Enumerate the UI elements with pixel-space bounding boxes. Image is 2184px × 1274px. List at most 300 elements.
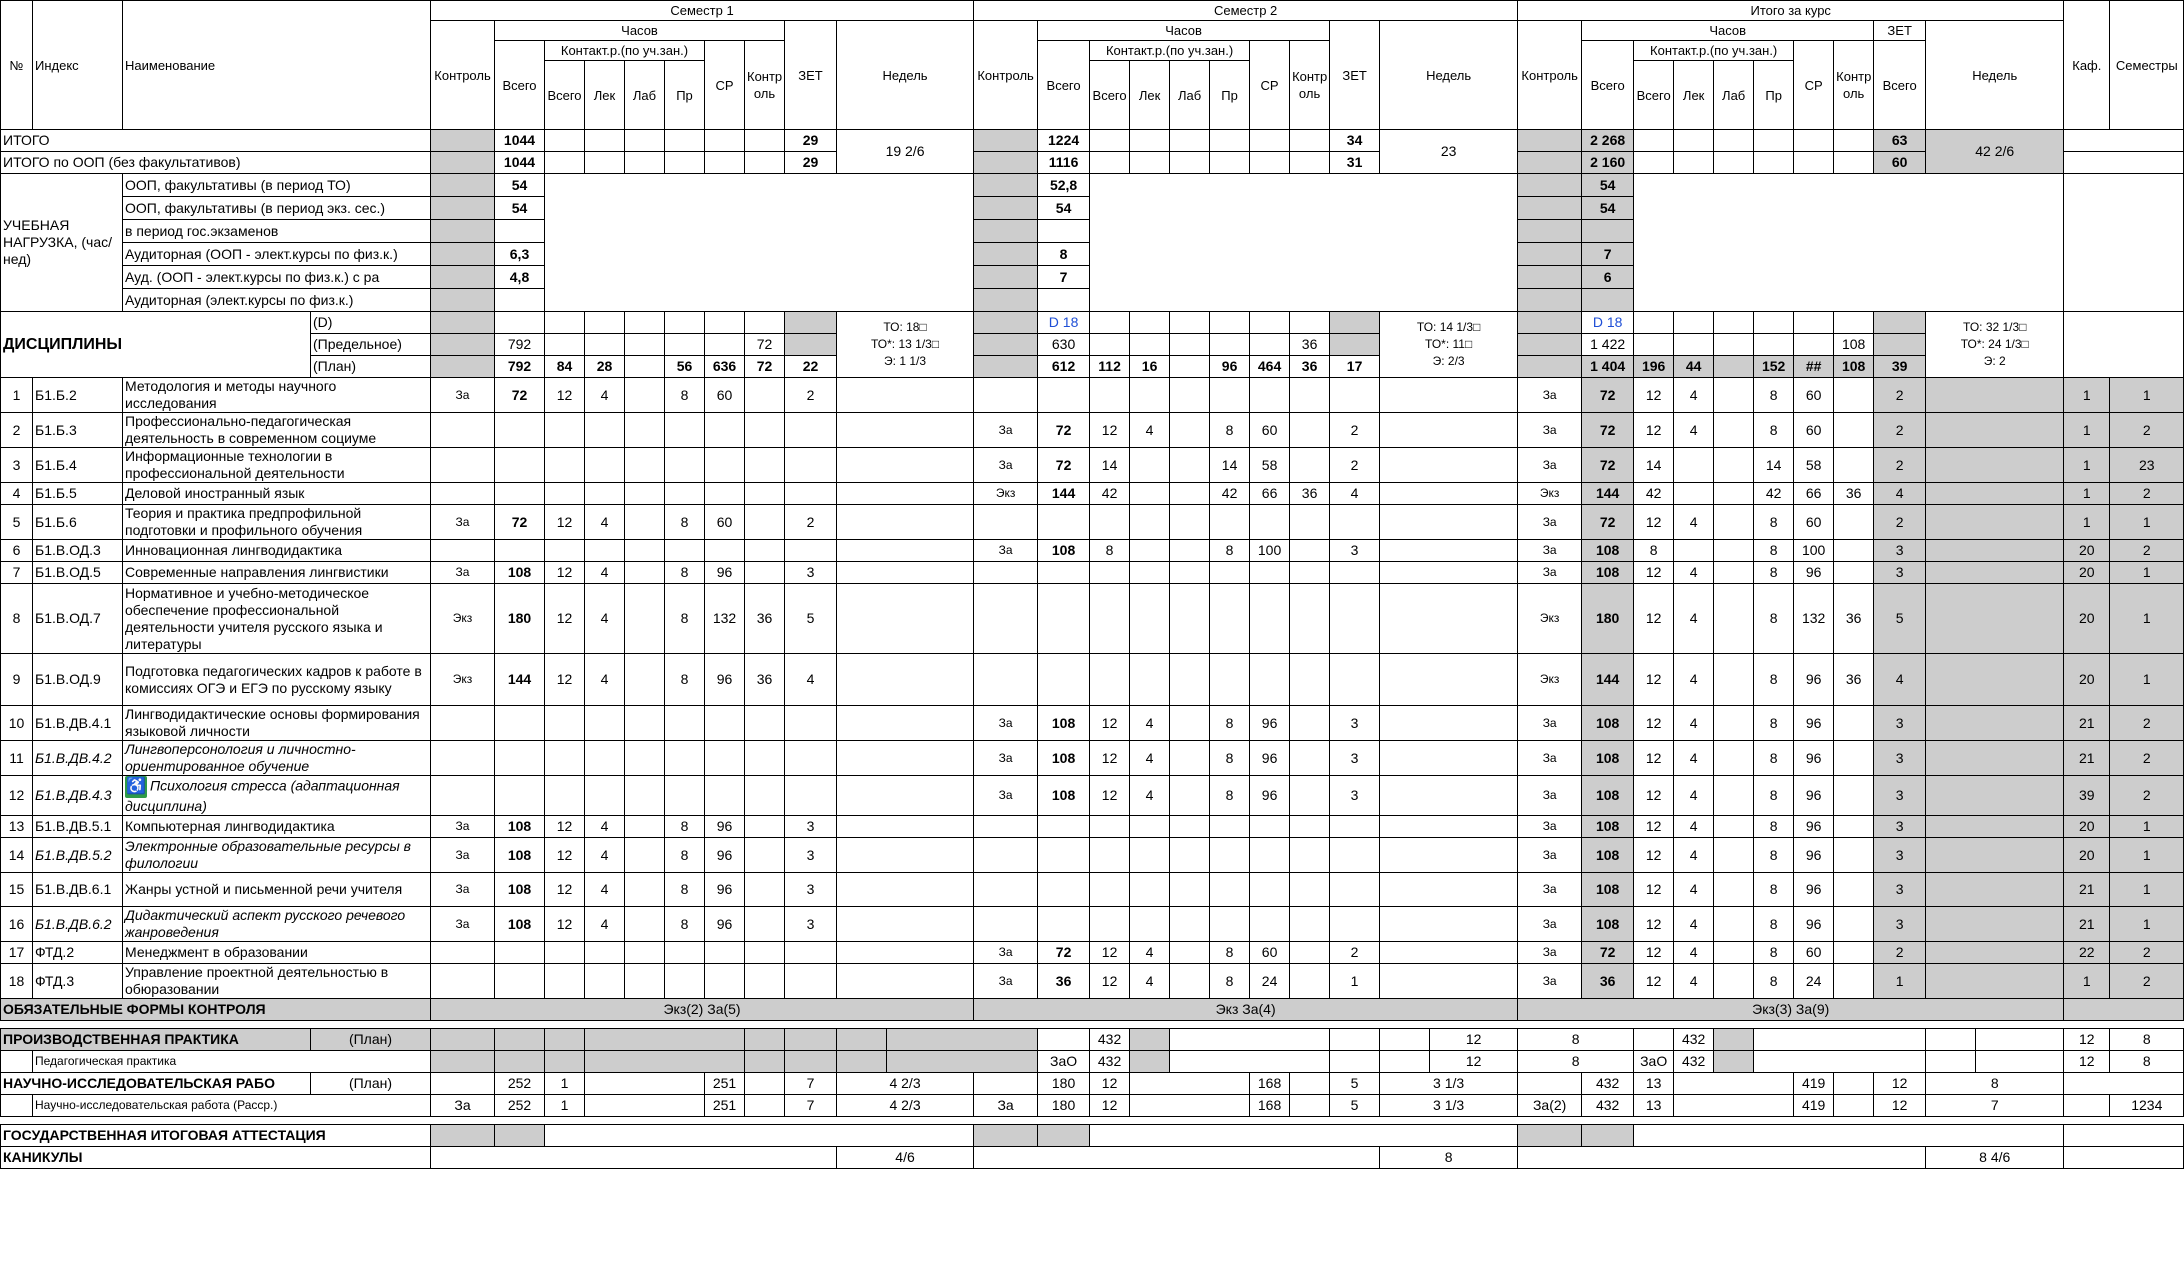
cell-224 xyxy=(1674,1095,1794,1117)
row-t-value: 4 xyxy=(1674,942,1714,964)
t-weeks: Недель xyxy=(1926,21,2064,130)
cell-81 xyxy=(1290,312,1330,334)
row-s2-value xyxy=(1330,907,1380,942)
row-t-value: 60 xyxy=(1794,942,1834,964)
row-t-value xyxy=(1834,562,1874,584)
nir-all: 180 xyxy=(1038,1073,1090,1095)
row-t-value: 12 xyxy=(1634,654,1674,706)
row-s2-value xyxy=(1038,562,1090,584)
row-s1-value xyxy=(785,448,837,483)
row-s1-value xyxy=(665,540,705,562)
row-t-value: 12 xyxy=(1634,942,1674,964)
row-s1-value xyxy=(665,483,705,505)
plan-s1-value: 636 xyxy=(705,356,745,378)
row-t-value xyxy=(1714,654,1754,706)
cell-130 xyxy=(1926,505,2064,540)
row-kaf: 20 xyxy=(2064,654,2110,706)
itogo-s2-weeks: 23 xyxy=(1380,130,1518,174)
row-t-value xyxy=(1674,483,1714,505)
cell-103 xyxy=(1210,334,1250,356)
row-s2-value xyxy=(1290,873,1330,907)
row-t-value: 12 xyxy=(1634,873,1674,907)
row-t-value: 24 xyxy=(1794,964,1834,999)
cell-48 xyxy=(1518,174,1582,197)
row-t-value: 4 xyxy=(1674,873,1714,907)
itogo-t-zet: 63 xyxy=(1874,130,1926,152)
cell-225 xyxy=(1834,1095,1874,1117)
row-s1-value: 108 xyxy=(495,562,545,584)
cell-117 xyxy=(1380,378,1518,413)
row-s2-value: 4 xyxy=(1130,964,1170,999)
cell-113 xyxy=(431,356,495,378)
row-s2-value xyxy=(1130,816,1170,838)
practice-s2-all: 432 xyxy=(1090,1029,1130,1051)
row-s1-value xyxy=(705,540,745,562)
row-name-text: Электронные образовательные ресурсы в филологии xyxy=(125,838,411,871)
cell-0 xyxy=(431,130,495,152)
cell-185 xyxy=(1634,1029,1674,1051)
row-s1-value xyxy=(625,741,665,776)
vacations-s2: 8 xyxy=(1380,1147,1518,1169)
cell-26 xyxy=(665,152,705,174)
plan-s1-value: 28 xyxy=(585,356,625,378)
pedpractice-s2-ctrl: ЗаО xyxy=(1038,1051,1090,1073)
cell-154 xyxy=(1926,816,2064,838)
plan-s1-value: 84 xyxy=(545,356,585,378)
row-s1-value xyxy=(585,413,625,448)
row-name xyxy=(123,448,431,483)
cell-29 xyxy=(974,152,1038,174)
row-t-value xyxy=(1714,413,1754,448)
t-sr: СР xyxy=(1794,41,1834,130)
row-t-value: 2 xyxy=(1874,505,1926,540)
row-t-value: 8 xyxy=(1754,907,1794,942)
row-s2-value xyxy=(974,816,1038,838)
row-s2-value: За xyxy=(974,448,1038,483)
load-s1-value xyxy=(495,289,545,312)
load-t-value: 7 xyxy=(1582,243,1634,266)
row-s1-value: За xyxy=(431,816,495,838)
row-t-value: 8 xyxy=(1754,413,1794,448)
cell-52 xyxy=(974,197,1038,220)
load-row-label: Аудиторная (ООП - элект.курсы по физ.к.) xyxy=(123,243,431,266)
row-s1-value xyxy=(705,706,745,741)
row-t-value xyxy=(1714,741,1754,776)
row-name-text: Подготовка педагогических кадров к работе в комиссиях ОГЭ и ЕГЭ по русскому языку xyxy=(125,662,422,696)
disc-weeks-line: ТО: 32 1/3□ xyxy=(1963,320,2027,334)
row-s1-value: 4 xyxy=(785,654,837,706)
research-label: НАУЧНО-ИССЛЕДОВАТЕЛЬСКАЯ РАБО xyxy=(1,1073,311,1095)
disc-weeks-line: ТО: 18□ xyxy=(883,320,927,334)
row-s1-value xyxy=(665,448,705,483)
forms-s1: Экз(2) За(5) xyxy=(431,999,974,1021)
row-t-value: 4 xyxy=(1674,964,1714,999)
row-s1-value xyxy=(745,942,785,964)
row-s1-value xyxy=(625,505,665,540)
row-s1-value: 3 xyxy=(785,838,837,873)
row-name-text: Компьютерная лингводидактика xyxy=(125,818,335,834)
row-s2-value xyxy=(1090,562,1130,584)
cell-4 xyxy=(665,130,705,152)
cell-179 xyxy=(887,1029,1038,1051)
pedpractice-s2-weeks: 8 xyxy=(1518,1051,1634,1073)
row-index: Б1.Б.3 xyxy=(33,413,123,448)
row-number: 2 xyxy=(1,413,33,448)
row-s1-value: За xyxy=(431,873,495,907)
row-s2-value: 12 xyxy=(1090,776,1130,816)
cell-21 xyxy=(2064,130,2184,152)
row-s2-value: 144 xyxy=(1038,483,1090,505)
row-s1-value xyxy=(745,816,785,838)
row-kaf: 39 xyxy=(2064,776,2110,816)
row-s2-value xyxy=(974,838,1038,873)
row-t-value: 12 xyxy=(1634,562,1674,584)
cell-36 xyxy=(1518,152,1582,174)
cell-195 xyxy=(585,1051,745,1073)
cell-240 xyxy=(1518,1147,1926,1169)
row-t-value: 12 xyxy=(1634,378,1674,413)
plan-s2-value: 36 xyxy=(1290,356,1330,378)
nir-zet: 5 xyxy=(1330,1073,1380,1095)
row-s2-value xyxy=(1090,907,1130,942)
row-number: 7 xyxy=(1,562,33,584)
row-s2-value: 8 xyxy=(1210,706,1250,741)
plan-s2-value: 612 xyxy=(1038,356,1090,378)
oop-t-all: 2 160 xyxy=(1582,152,1634,174)
cell-97 xyxy=(705,334,745,356)
row-s1-value: 3 xyxy=(785,562,837,584)
col-name: Наименование xyxy=(123,1,431,130)
cell-33 xyxy=(1210,152,1250,174)
cell-143 xyxy=(837,706,974,741)
row-s2-value xyxy=(974,584,1038,654)
cell-6 xyxy=(745,130,785,152)
row-t-value xyxy=(1714,378,1754,413)
row-s2-value: 72 xyxy=(1038,413,1090,448)
cell-142 xyxy=(1926,654,2064,706)
cell-38 xyxy=(1674,152,1714,174)
row-s2-value xyxy=(974,654,1038,706)
cell-230 xyxy=(545,1125,974,1147)
row-sem: 1 xyxy=(2110,584,2184,654)
cell-172 xyxy=(431,1029,495,1051)
nir-contact: 13 xyxy=(1634,1095,1674,1117)
row-t-value xyxy=(1834,816,1874,838)
itogo-t-weeks: 42 2/6 xyxy=(1926,130,2064,174)
row-s2-value xyxy=(1250,838,1290,873)
row-s2-value xyxy=(1090,838,1130,873)
row-s2-value: За xyxy=(974,540,1038,562)
row-s2-value xyxy=(1330,505,1380,540)
itogo-oop-label: ИТОГО по ООП (без факультативов) xyxy=(1,152,431,174)
row-t-value: 144 xyxy=(1582,483,1634,505)
t-all: Всего xyxy=(1582,41,1634,130)
cell-72 xyxy=(705,312,745,334)
row-index: Б1.В.ОД.9 xyxy=(33,654,123,706)
row-index: Б1.В.ОД.7 xyxy=(33,584,123,654)
row-t-value: За xyxy=(1518,448,1582,483)
row-s2-value: За xyxy=(974,776,1038,816)
cell-83 xyxy=(1518,312,1582,334)
row-s2-value xyxy=(1038,654,1090,706)
row-s2-value: За xyxy=(974,942,1038,964)
row-t-value xyxy=(1714,964,1754,999)
row-s2-value: 100 xyxy=(1250,540,1290,562)
row-name xyxy=(123,584,431,654)
cell-61 xyxy=(974,266,1038,289)
row-t-value: 96 xyxy=(1794,816,1834,838)
accessibility-icon: ♿ xyxy=(125,776,147,798)
row-name xyxy=(123,413,431,448)
cell-65 xyxy=(1518,289,1582,312)
cell-236 xyxy=(1634,1125,2064,1147)
cell-76 xyxy=(1090,312,1130,334)
row-t-value: 5 xyxy=(1874,584,1926,654)
row-s2-value xyxy=(1210,907,1250,942)
cell-228 xyxy=(431,1125,495,1147)
row-s2-value xyxy=(1210,654,1250,706)
row-t-value: 42 xyxy=(1754,483,1794,505)
cell-86 xyxy=(1714,312,1754,334)
row-s1-value xyxy=(495,706,545,741)
row-kaf: 20 xyxy=(2064,562,2110,584)
nir-all: 180 xyxy=(1038,1095,1090,1117)
row-t-value xyxy=(1714,562,1754,584)
row-s2-value xyxy=(1330,838,1380,873)
cell-35 xyxy=(1290,152,1330,174)
load-s1-value: 54 xyxy=(495,174,545,197)
row-s1-value: 2 xyxy=(785,378,837,413)
cell-106 xyxy=(1518,334,1582,356)
row-t-value xyxy=(1834,907,1874,942)
cell-145 xyxy=(1926,706,2064,741)
row-s2-value xyxy=(1290,964,1330,999)
pred-t-all: 1 422 xyxy=(1582,334,1634,356)
row-index: Б1.В.ДВ.6.2 xyxy=(33,907,123,942)
row-s1-value: 108 xyxy=(495,838,545,873)
cell-75 xyxy=(974,312,1038,334)
row-s2-value: 4 xyxy=(1330,483,1380,505)
row-t-value xyxy=(1714,540,1754,562)
row-s1-value: 8 xyxy=(665,505,705,540)
row-s1-value xyxy=(545,706,585,741)
load-t-value: 54 xyxy=(1582,174,1634,197)
disc-pred-label: (Предельное) xyxy=(311,334,431,356)
cell-49 xyxy=(1634,174,2064,312)
row-s2-value xyxy=(974,873,1038,907)
itogo-label: ИТОГО xyxy=(1,130,431,152)
row-s2-value: 42 xyxy=(1210,483,1250,505)
nir-weeks: 3 1/3 xyxy=(1380,1095,1518,1117)
row-s2-value: 108 xyxy=(1038,540,1090,562)
row-s1-value: 72 xyxy=(495,378,545,413)
row-s1-value xyxy=(705,741,745,776)
pred-s1-kontr: 72 xyxy=(745,334,785,356)
row-s1-value xyxy=(625,776,665,816)
cell-12 xyxy=(1250,130,1290,152)
row-s1-value: 108 xyxy=(495,816,545,838)
row-s1-value: 8 xyxy=(665,654,705,706)
row-name-text: Психология стресса (адаптационная дисциплина) xyxy=(125,777,400,814)
itogo-s1-weeks: 19 2/6 xyxy=(837,130,974,174)
row-t-value xyxy=(1834,964,1874,999)
row-s1-value xyxy=(495,483,545,505)
cell-111 xyxy=(1794,334,1834,356)
row-t-value: 66 xyxy=(1794,483,1834,505)
cell-80 xyxy=(1250,312,1290,334)
s2-contact: Контакт.р.(по уч.зан.) xyxy=(1090,41,1250,61)
row-s1-value xyxy=(585,942,625,964)
itogo-t-all: 2 268 xyxy=(1582,130,1634,152)
cell-197 xyxy=(785,1051,837,1073)
load-s2-value xyxy=(1038,220,1090,243)
forms-t: Экз(3) За(9) xyxy=(1518,999,2064,1021)
row-number: 6 xyxy=(1,540,33,562)
row-t-value: 4 xyxy=(1674,706,1714,741)
cell-157 xyxy=(1926,838,2064,873)
cell-193 xyxy=(495,1051,545,1073)
row-s2-value xyxy=(1170,907,1210,942)
cell-88 xyxy=(1794,312,1834,334)
row-s1-value: 3 xyxy=(785,873,837,907)
row-sem: 2 xyxy=(2110,483,2184,505)
row-name xyxy=(123,483,431,505)
cell-127 xyxy=(1926,483,2064,505)
cell-168 xyxy=(1380,964,1518,999)
row-kaf: 1 xyxy=(2064,505,2110,540)
row-t-value xyxy=(1714,838,1754,873)
cell-104 xyxy=(1250,334,1290,356)
cell-42 xyxy=(1834,152,1874,174)
row-s1-value: 12 xyxy=(545,873,585,907)
row-s1-value: 4 xyxy=(585,562,625,584)
practice-t-zet: 12 xyxy=(2064,1029,2110,1051)
row-t-value: 60 xyxy=(1794,413,1834,448)
cell-184 xyxy=(1380,1029,1430,1051)
row-t-value xyxy=(1714,483,1754,505)
row-t-value: 60 xyxy=(1794,505,1834,540)
row-s2-value xyxy=(1170,562,1210,584)
row-s2-value: 72 xyxy=(1038,942,1090,964)
pedpractice-t-weeks: 8 xyxy=(2110,1051,2184,1073)
disc-d-s2: D 18 xyxy=(1038,312,1090,334)
row-t-value: 4 xyxy=(1674,413,1714,448)
row-index: Б1.В.ОД.3 xyxy=(33,540,123,562)
row-s2-value: 8 xyxy=(1210,741,1250,776)
t-pr: Пр xyxy=(1754,61,1794,130)
cell-226 xyxy=(2064,1095,2110,1117)
row-s2-value: 12 xyxy=(1090,413,1130,448)
row-s1-value: 96 xyxy=(705,873,745,907)
row-sem: 1 xyxy=(2110,562,2184,584)
cell-107 xyxy=(1634,334,1674,356)
cell-220 xyxy=(585,1095,705,1117)
row-s2-value xyxy=(1170,654,1210,706)
row-s1-value: За xyxy=(431,378,495,413)
cell-196 xyxy=(745,1051,785,1073)
cell-199 xyxy=(887,1051,1038,1073)
row-name xyxy=(123,562,431,584)
row-number: 17 xyxy=(1,942,33,964)
row-s2-value xyxy=(1130,378,1170,413)
row-name-text: Инновационная лингводидактика xyxy=(125,542,342,558)
cell-138 xyxy=(1380,584,1518,654)
row-t-value: 72 xyxy=(1582,448,1634,483)
row-t-value: 36 xyxy=(1834,654,1874,706)
col-kaf: Каф. xyxy=(2064,1,2110,130)
row-s2-value: За xyxy=(974,741,1038,776)
row-t-value xyxy=(1714,942,1754,964)
row-t-value: 8 xyxy=(1754,584,1794,654)
row-t-value: 8 xyxy=(1754,964,1794,999)
load-row-label: ООП, факультативы (в период экз. сес.) xyxy=(123,197,431,220)
row-s2-value xyxy=(1330,562,1380,584)
row-t-value: 8 xyxy=(1754,706,1794,741)
row-index: Б1.В.ОД.5 xyxy=(33,562,123,584)
cell-155 xyxy=(837,838,974,873)
t-control: Контроль xyxy=(1518,21,1582,130)
row-s2-value: 36 xyxy=(1290,483,1330,505)
row-t-value: 4 xyxy=(1674,741,1714,776)
cell-102 xyxy=(1170,334,1210,356)
pred-t-kontr: 108 xyxy=(1834,334,1874,356)
row-s2-value xyxy=(1090,654,1130,706)
row-t-value: 100 xyxy=(1794,540,1834,562)
nir-sr: 419 xyxy=(1794,1073,1834,1095)
row-t-value xyxy=(1714,505,1754,540)
s2-lab: Лаб xyxy=(1170,61,1210,130)
row-t-value xyxy=(1714,584,1754,654)
row-t-value: За xyxy=(1518,942,1582,964)
disciplines-label: ДИСЦИПЛИНЫ xyxy=(1,312,311,378)
disc-weeks-line: Э: 2 xyxy=(1983,354,2006,368)
plan-s2-value: 17 xyxy=(1330,356,1380,378)
row-s2-value xyxy=(1090,816,1130,838)
pedpractice-t-ctrl: ЗаО xyxy=(1634,1051,1674,1073)
row-s1-value xyxy=(495,741,545,776)
row-s2-value xyxy=(1170,483,1210,505)
row-s1-value xyxy=(705,413,745,448)
row-s1-value xyxy=(545,413,585,448)
nir-sr: 251 xyxy=(705,1073,745,1095)
row-s1-value xyxy=(585,706,625,741)
row-s2-value: 8 xyxy=(1210,964,1250,999)
cell-37 xyxy=(1634,152,1674,174)
row-s1-value xyxy=(625,562,665,584)
row-s1-value xyxy=(745,964,785,999)
row-s1-value xyxy=(625,540,665,562)
row-s1-value: 36 xyxy=(745,584,785,654)
row-t-value: За xyxy=(1518,562,1582,584)
row-t-value: 108 xyxy=(1582,873,1634,907)
row-name xyxy=(123,505,431,540)
row-s1-value xyxy=(665,942,705,964)
row-t-value: 3 xyxy=(1874,816,1926,838)
disc-d-label: (D) xyxy=(311,312,431,334)
cell-40 xyxy=(1754,152,1794,174)
vacations-label: КАНИКУЛЫ xyxy=(1,1147,431,1169)
row-s1-value xyxy=(625,378,665,413)
row-t-value: За xyxy=(1518,964,1582,999)
row-t-value xyxy=(1834,706,1874,741)
row-t-value: 8 xyxy=(1754,873,1794,907)
row-number: 18 xyxy=(1,964,33,999)
s2-weeks: Недель xyxy=(1380,21,1518,130)
row-s1-value xyxy=(585,448,625,483)
row-sem: 1 xyxy=(2110,838,2184,873)
cell-149 xyxy=(837,776,974,816)
row-t-value: Экз xyxy=(1518,654,1582,706)
